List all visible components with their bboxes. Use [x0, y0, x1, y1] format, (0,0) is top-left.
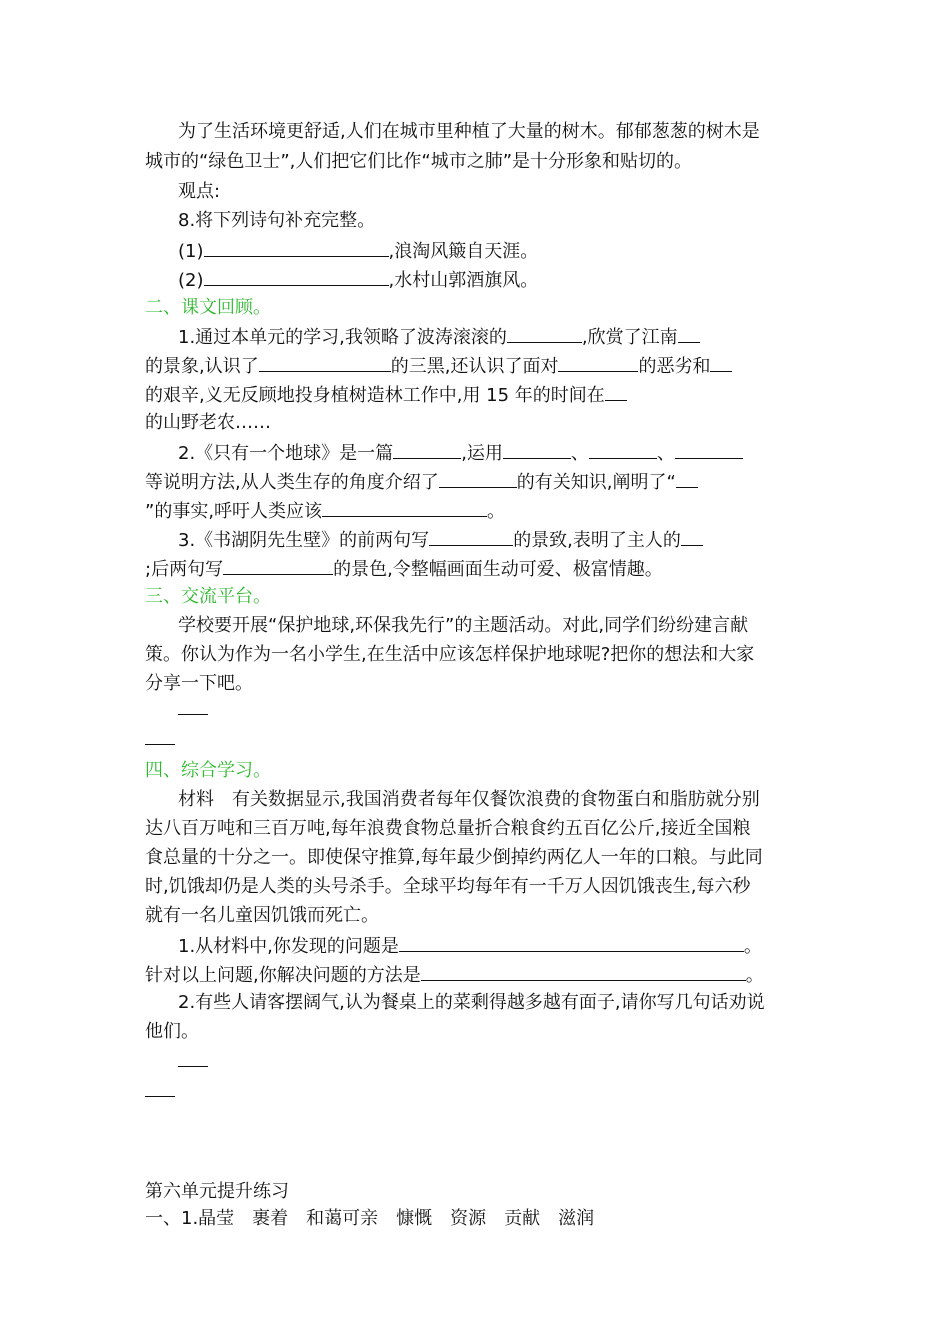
s2-q1-line-3	[145, 382, 627, 408]
answer-blank[interactable]	[676, 469, 698, 488]
answer-blank[interactable]	[439, 469, 517, 488]
viewpoint-label: 观点:	[178, 181, 221, 202]
answer-blank[interactable]	[675, 440, 743, 459]
answer-blank[interactable]	[678, 324, 700, 343]
text: 2.《只有一个地球》是一篇	[178, 443, 394, 464]
text: 。	[743, 936, 762, 957]
text: ,欣赏了江南	[581, 327, 678, 348]
answer-blank[interactable]	[393, 440, 461, 459]
answer-line[interactable]	[178, 1066, 208, 1067]
section-4-heading: 四、综合学习。	[145, 760, 271, 781]
text: 的景色,令整幅画面生动可爱、极富情趣。	[333, 559, 663, 580]
text: 针对以上问题,你解决问题的方法是	[145, 965, 421, 986]
s4-material-line-5: 就有一名儿童因饥饿而死亡。	[145, 905, 379, 926]
s3-line-3: 分享一下吧。	[145, 673, 253, 694]
text: ,运用	[461, 443, 503, 464]
answers-line-1: 一、1.晶莹 裹着 和蔼可亲 慷慨 资源 贡献 滋润	[145, 1208, 595, 1229]
s4-material-line-3: 食总量的十分之一。即使保守推算,每年最少倒掉约两亿人一年的口粮。与此同	[145, 847, 763, 868]
answer-blank[interactable]	[503, 440, 571, 459]
item-text: ,浪淘风簸自天涯。	[388, 241, 539, 262]
text: 的景象,认识了	[145, 356, 259, 377]
s4-q2-line-1: 2.有些人请客摆阔气,认为餐桌上的菜剩得越多越有面子,请你写几句话劝说	[178, 992, 765, 1013]
answer-blank[interactable]	[558, 353, 638, 372]
answer-line[interactable]	[145, 1096, 175, 1097]
section-3-heading: 三、交流平台。	[145, 586, 271, 607]
text: 等说明方法,从人类生存的角度介绍了	[145, 472, 439, 493]
answer-blank[interactable]	[710, 353, 732, 372]
s2-q2-line-3	[145, 498, 505, 524]
text: 的景致,表明了主人的	[513, 530, 681, 551]
item-number: (1)	[178, 241, 204, 262]
s3-line-1: 学校要开展“保护地球,环保我先行”的主题活动。对此,同学们纷纷建言献	[178, 615, 749, 636]
text: ;后两句写	[145, 559, 224, 580]
item-number: (2)	[178, 270, 204, 291]
answer-blank[interactable]	[605, 382, 627, 401]
s4-q1-line-2	[145, 962, 764, 988]
s4-q1-line-1	[178, 933, 762, 959]
answer-blank[interactable]	[681, 527, 703, 546]
q8-title: 8.将下列诗句补充完整。	[178, 210, 376, 231]
s3-line-2: 策。你认为作为一名小学生,在生活中应该怎样保护地球呢?把你的想法和大家	[145, 644, 755, 665]
s2-q3-line-1	[178, 527, 703, 553]
s4-material-line-4: 时,饥饿却仍是人类的头号杀手。全球平均每年有一千万人因饥饿丧生,每六秒	[145, 876, 751, 897]
text: 1.通过本单元的学习,我领略了波涛滚滚的	[178, 327, 507, 348]
answer-line[interactable]	[145, 744, 175, 745]
answer-blank[interactable]	[204, 267, 389, 286]
text: 、	[570, 443, 589, 464]
text: 的三黑,还认识了面对	[390, 356, 559, 377]
s4-material-line-2: 达八百万吨和三百万吨,每年浪费食物总量折合粮食约五百亿公斤,接近全国粮	[145, 818, 751, 839]
text: 的艰辛,义无反顾地投身植树造林工作中,用 15 年的时间在	[145, 385, 605, 406]
answer-blank[interactable]	[507, 324, 582, 343]
s2-q3-line-2	[145, 556, 663, 582]
answers-title: 第六单元提升练习	[145, 1181, 289, 1202]
text: 。	[487, 501, 506, 522]
s2-q2-line-2	[145, 469, 698, 495]
s2-q1-line-4: 的山野老农……	[145, 412, 271, 433]
answer-blank[interactable]	[421, 962, 746, 981]
section-2-heading: 二、课文回顾。	[145, 297, 271, 318]
answer-blank[interactable]	[429, 527, 513, 546]
answer-blank[interactable]	[259, 353, 391, 372]
answer-blank[interactable]	[223, 556, 333, 575]
answer-blank[interactable]	[589, 440, 657, 459]
text: ”的事实,呼吁人类应该	[145, 501, 323, 522]
text: 的恶劣和	[638, 356, 711, 377]
answer-blank[interactable]	[322, 498, 487, 517]
s4-q2-line-2: 他们。	[145, 1021, 199, 1042]
s2-q2-line-1	[178, 440, 743, 466]
text: 1.从材料中,你发现的问题是	[178, 936, 399, 957]
text: 3.《书湖阴先生壁》的前两句写	[178, 530, 430, 551]
text: 、	[656, 443, 675, 464]
answer-blank[interactable]	[204, 238, 389, 257]
s2-q1-line-1	[178, 324, 700, 350]
reading-para-line-2: 城市的“绿色卫士”,人们把它们比作“城市之肺”是十分形象和贴切的。	[145, 151, 693, 172]
text: 。	[745, 965, 764, 986]
answer-line[interactable]	[178, 714, 208, 715]
answer-blank[interactable]	[399, 933, 744, 952]
s4-material-line-1: 材料 有关数据显示,我国消费者每年仅餐饮浪费的食物蛋白和脂肪就分别	[178, 789, 760, 810]
q8-item-2	[178, 267, 538, 293]
q8-item-1	[178, 238, 538, 264]
s2-q1-line-2	[145, 353, 732, 379]
text: 的有关知识,阐明了“	[516, 472, 676, 493]
item-text: ,水村山郭酒旗风。	[388, 270, 539, 291]
reading-para-line-1: 为了生活环境更舒适,人们在城市里种植了大量的树木。郁郁葱葱的树木是	[178, 121, 760, 142]
